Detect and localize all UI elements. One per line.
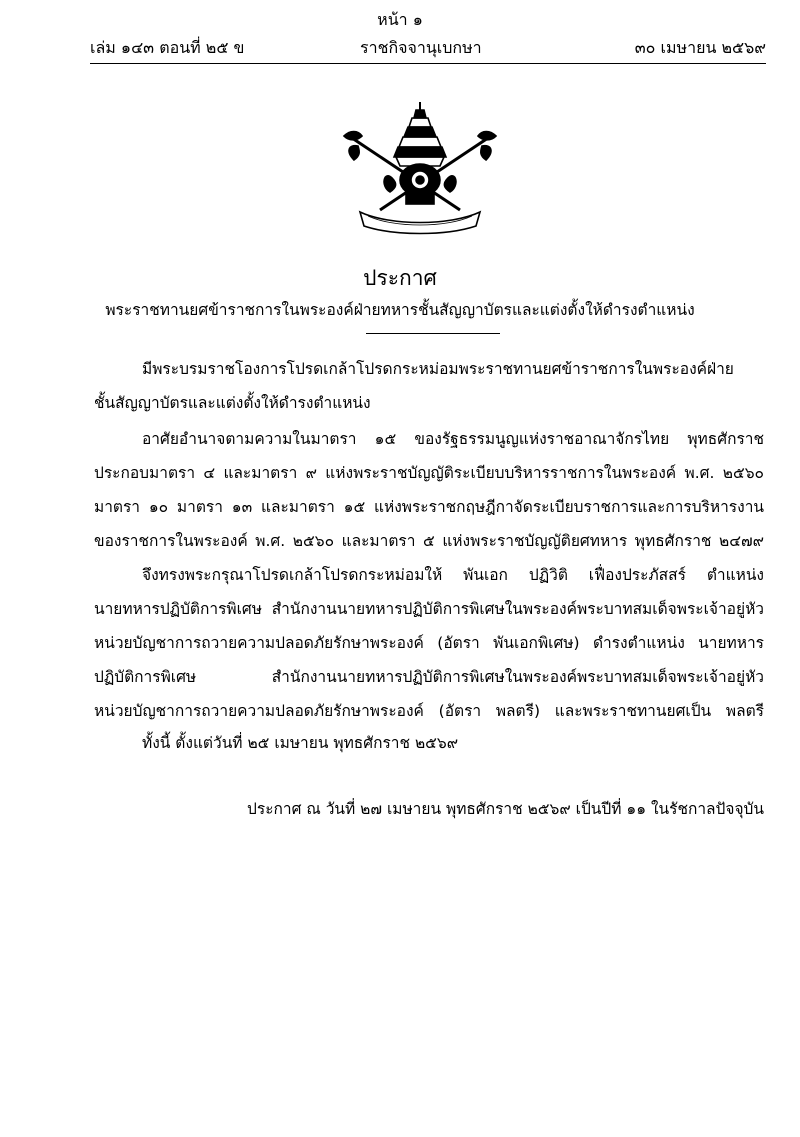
body-line: นายทหารปฏิบัติการพิเศษ สำนักงานนายทหารปฏิบัติการพิเศษในพระองค์พระบาทสมเด็จพระเจ้าอยู่หัว — [94, 600, 764, 618]
announcement-subtitle: พระราชทานยศข้าราชการในพระองค์ฝ่ายทหารชั้นสัญญาบัตรและแต่งตั้งให้ดำรงตำแหน่ง — [105, 301, 695, 319]
body-line: ประกอบมาตรา ๔ และมาตรา ๙ แห่งพระราชบัญญัติระเบียบบริหารราชการในพระองค์ พ.ศ. ๒๕๖๐ — [94, 464, 764, 482]
announcement-title: ประกาศ — [363, 266, 437, 290]
volume-issue: เล่ม ๑๔๓ ตอนที่ ๒๕ ข — [90, 38, 245, 57]
body-line: มีพระบรมราชโองการโปรดเกล้าโปรดกระหม่อมพระราชทานยศข้าราชการในพระองค์ฝ่าย — [142, 360, 734, 378]
header-divider — [90, 63, 766, 64]
body-line: ปฏิบัติการพิเศษ สำนักงานนายทหารปฏิบัติการพิเศษในพระองค์พระบาทสมเด็จพระเจ้าอยู่หัว — [94, 668, 764, 686]
body-line: จึงทรงพระกรุณาโปรดเกล้าโปรดกระหม่อมให้ พันเอก ปฏิวิติ เฟื่องประภัสสร์ ตำแหน่ง — [142, 566, 764, 584]
royal-emblem-icon — [340, 100, 500, 235]
body-line: หน่วยบัญชาการถวายความปลอดภัยรักษาพระองค์ (อัตรา พันเอกพิเศษ) ดำรงตำแหน่ง นายทหาร — [94, 634, 764, 652]
signature-date-line: ประกาศ ณ วันที่ ๒๗ เมษายน พุทธศักราช ๒๕๖๙ เป็นปีที่ ๑๑ ในรัชกาลปัจจุบัน — [247, 800, 764, 818]
gazette-header — [90, 36, 766, 62]
gazette-name: ราชกิจจานุเบกษา — [360, 38, 482, 57]
body-line: หน่วยบัญชาการถวายความปลอดภัยรักษาพระองค์ (อัตรา พลตรี) และพระราชทานยศเป็น พลตรี — [94, 702, 764, 720]
publication-date: ๓๐ เมษายน ๒๕๖๙ — [634, 38, 766, 57]
title-divider — [366, 333, 500, 334]
body-line: อาศัยอำนาจตามความในมาตรา ๑๕ ของรัฐธรรมนูญแห่งราชอาณาจักรไทย พุทธศักราช — [142, 430, 764, 448]
body-line: มาตรา ๑๐ มาตรา ๑๓ และมาตรา ๑๕ แห่งพระราชกฤษฎีกาจัดระเบียบราชการและการบริหารงาน — [94, 498, 764, 516]
page-number: หน้า ๑ — [377, 10, 423, 29]
body-line: ทั้งนี้ ตั้งแต่วันที่ ๒๕ เมษายน พุทธศักราช ๒๕๖๙ — [142, 734, 459, 752]
body-line: ของราชการในพระองค์ พ.ศ. ๒๕๖๐ และมาตรา ๕ แห่งพระราชบัญญัติยศทหาร พุทธศักราช ๒๔๗๙ — [94, 532, 764, 550]
body-line: ชั้นสัญญาบัตรและแต่งตั้งให้ดำรงตำแหน่ง — [94, 394, 371, 412]
